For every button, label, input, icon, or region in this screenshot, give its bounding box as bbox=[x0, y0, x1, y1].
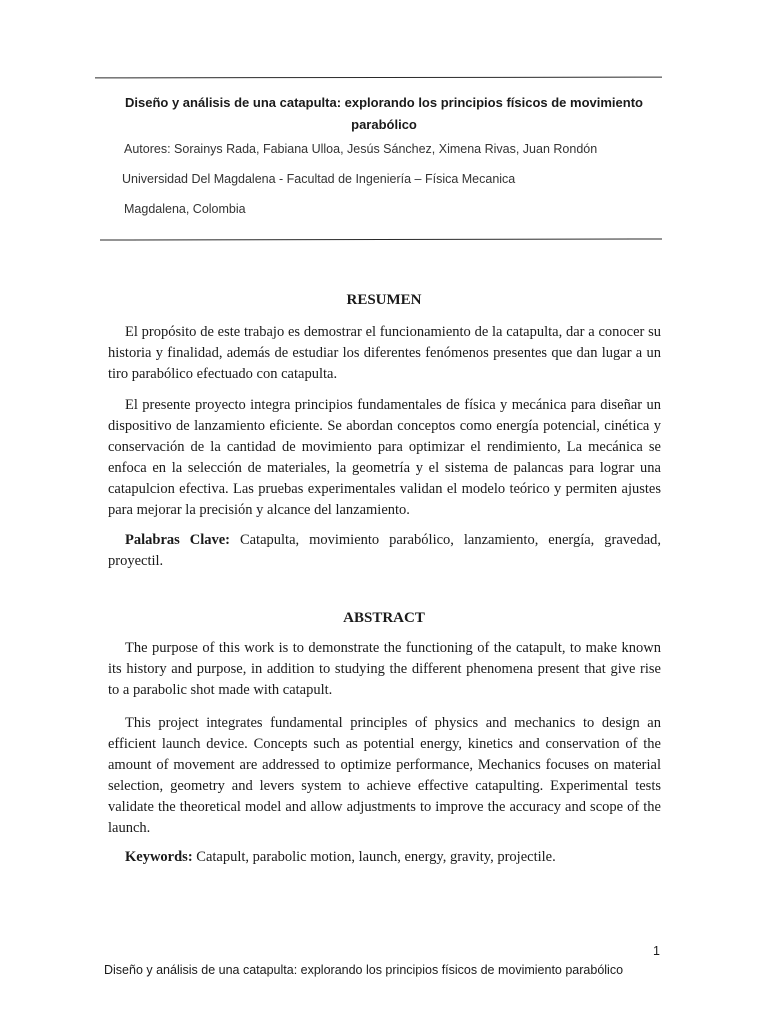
abstract-keywords bbox=[108, 847, 661, 868]
abstract-heading: ABSTRACT bbox=[343, 610, 425, 626]
affiliation-line: Universidad Del Magdalena - Facultad de Ingeniería – Física Mecanica bbox=[122, 172, 516, 186]
abstract-keywords-label: Keywords: bbox=[125, 849, 193, 865]
paper-title: Diseño y análisis de una catapulta: explorando los principios físicos de movimiento parabólico bbox=[125, 95, 643, 132]
resumen-keywords-text: Catapulta, movimiento parabólico, lanzamiento, energía, gravedad, proyectil. bbox=[108, 532, 662, 569]
resumen-paragraph-1: El propósito de este trabajo es demostrar el funcionamiento de la catapulta, dar a conocer su historia y finalidad, además de estudiar los diferentes fenómenos presentes que dan lugar a un tiro parabólico efectuado con catapulta. bbox=[108, 324, 661, 382]
resumen-keywords-label: Palabras Clave: bbox=[125, 532, 230, 548]
page-number: 1 bbox=[653, 944, 660, 958]
authors-line: Autores: Sorainys Rada, Fabiana Ulloa, Jesús Sánchez, Ximena Rivas, Juan Rondón bbox=[124, 142, 598, 156]
resumen-heading: RESUMEN bbox=[346, 292, 422, 308]
abstract-paragraph-2: This project integrates fundamental principles of physics and mechanics to design an efficient launch device. Concepts such as potential energy, kinetics and conservation of the amount of movement are addressed to optimize performance, Mechanics focuses on material selection, geometry and levers system to achieve effective catapulting. Experimental tests validate the theoretical model and allow adjustments to improve the accuracy and scope of the launch. bbox=[108, 715, 661, 836]
footer-running-title: Diseño y análisis de una catapulta: explorando los principios físicos de movimiento parabólico bbox=[104, 963, 624, 977]
header-bottom-rule bbox=[100, 239, 662, 241]
resumen-paragraph-2: El presente proyecto integra principios fundamentales de física y mecánica para diseñar un dispositivo de lanzamiento eficiente. Se abordan conceptos como energía potencial, cinética y conservación de la cantidad de movimiento para optimizar el rendimiento, La mecánica se enfoca en la selección de materiales, la geometría y el sistema de palancas para lograr una catapulcion efectiva. Las pruebas experimentales validan el modelo teórico y permiten ajustes para mejorar la precisión y alcance del lanzamiento. bbox=[108, 397, 661, 518]
abstract-paragraph-1: The purpose of this work is to demonstrate the functioning of the catapult, to make known its history and purpose, in addition to studying the different phenomena present that give rise to a parabolic shot made with catapult. bbox=[108, 640, 661, 698]
abstract-keywords-text: Catapult, parabolic motion, launch, energy, gravity, projectile. bbox=[192, 849, 556, 865]
location-line: Magdalena, Colombia bbox=[124, 202, 246, 216]
header-top-rule bbox=[95, 77, 662, 79]
resumen-keywords bbox=[108, 530, 661, 572]
